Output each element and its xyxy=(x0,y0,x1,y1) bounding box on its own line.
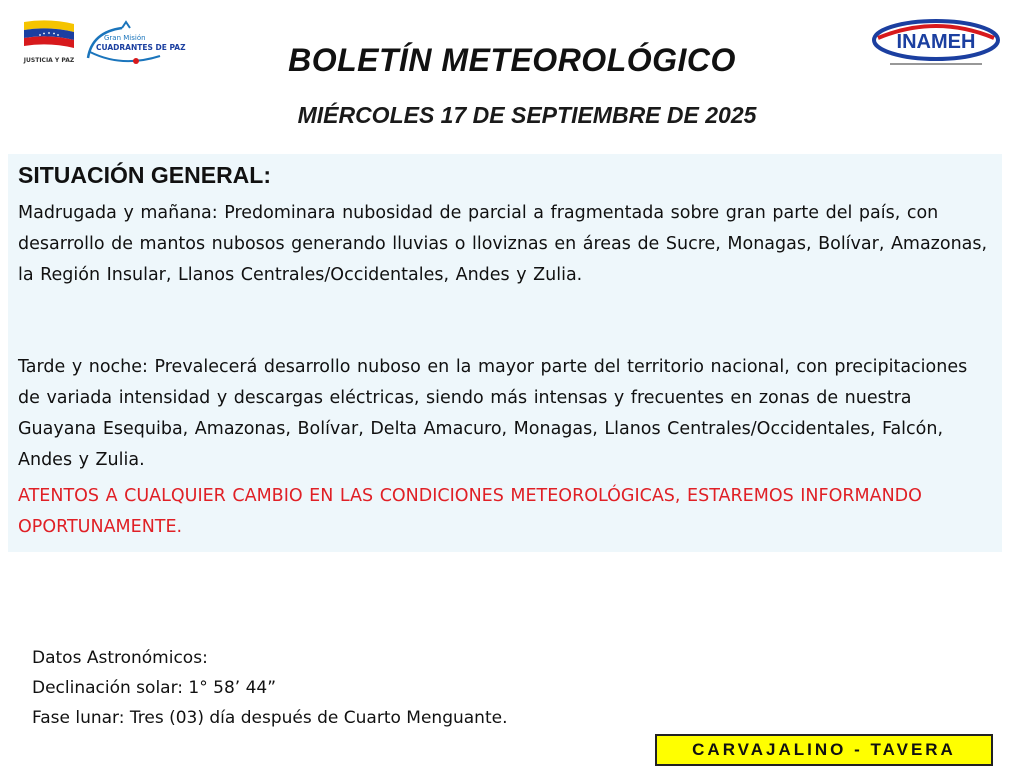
bulletin-date: MIÉRCOLES 17 DE SEPTIEMBRE DE 2025 xyxy=(297,102,757,128)
astro-heading: Datos Astronómicos: xyxy=(32,648,208,668)
general-situation-heading: SITUACIÓN GENERAL: xyxy=(18,162,271,188)
evening-forecast-paragraph: Tarde y noche: Prevalecerá desarrollo nuboso en la mayor parte del territorio nacional, con precipitaciones de variada intensidad y descargas eléctricas, siendo más intensas y frecuentes en zonas de nuestra Guayana Esequiba, Amazonas, Bolívar, Delta Amacuro, Monagas, Llanos Centrales/Occidentales, Falcón, Andes y Zulia. xyxy=(18,357,968,470)
alert-notice: ATENTOS A CUALQUIER CAMBIO EN LAS CONDICIONES METEOROLÓGICAS, ESTAREMOS INFORMANDO OPORTUNAMENTE. xyxy=(18,486,922,537)
inameh-logo-text: INAMEH xyxy=(896,31,976,53)
morning-forecast-paragraph: Madrugada y mañana: Predominara nubosidad de parcial a fragmentada sobre gran parte del país, con desarrollo de mantos nubosos generando lluvias o lloviznas en áreas de Sucre, Monagas, Bolívar, Amazonas, la Región Insular, Llanos Centrales/Occidentales, Andes y Zulia. xyxy=(18,203,988,285)
gran-mision-line2: CUADRANTES DE PAZ xyxy=(96,43,186,52)
solar-declination: Declinación solar: 1° 58’ 44” xyxy=(32,678,277,698)
gran-mision-line1: Gran Misión xyxy=(104,34,146,42)
moon-phase: Fase lunar: Tres (03) día después de Cuarto Menguante. xyxy=(32,708,508,728)
astronomical-data xyxy=(32,643,732,733)
author-credit-badge: CARVAJALINO - TAVERA xyxy=(655,734,993,766)
flag-caption: JUSTICIA Y PAZ xyxy=(23,57,75,64)
bulletin-title: BOLETÍN METEOROLÓGICO xyxy=(288,42,736,78)
